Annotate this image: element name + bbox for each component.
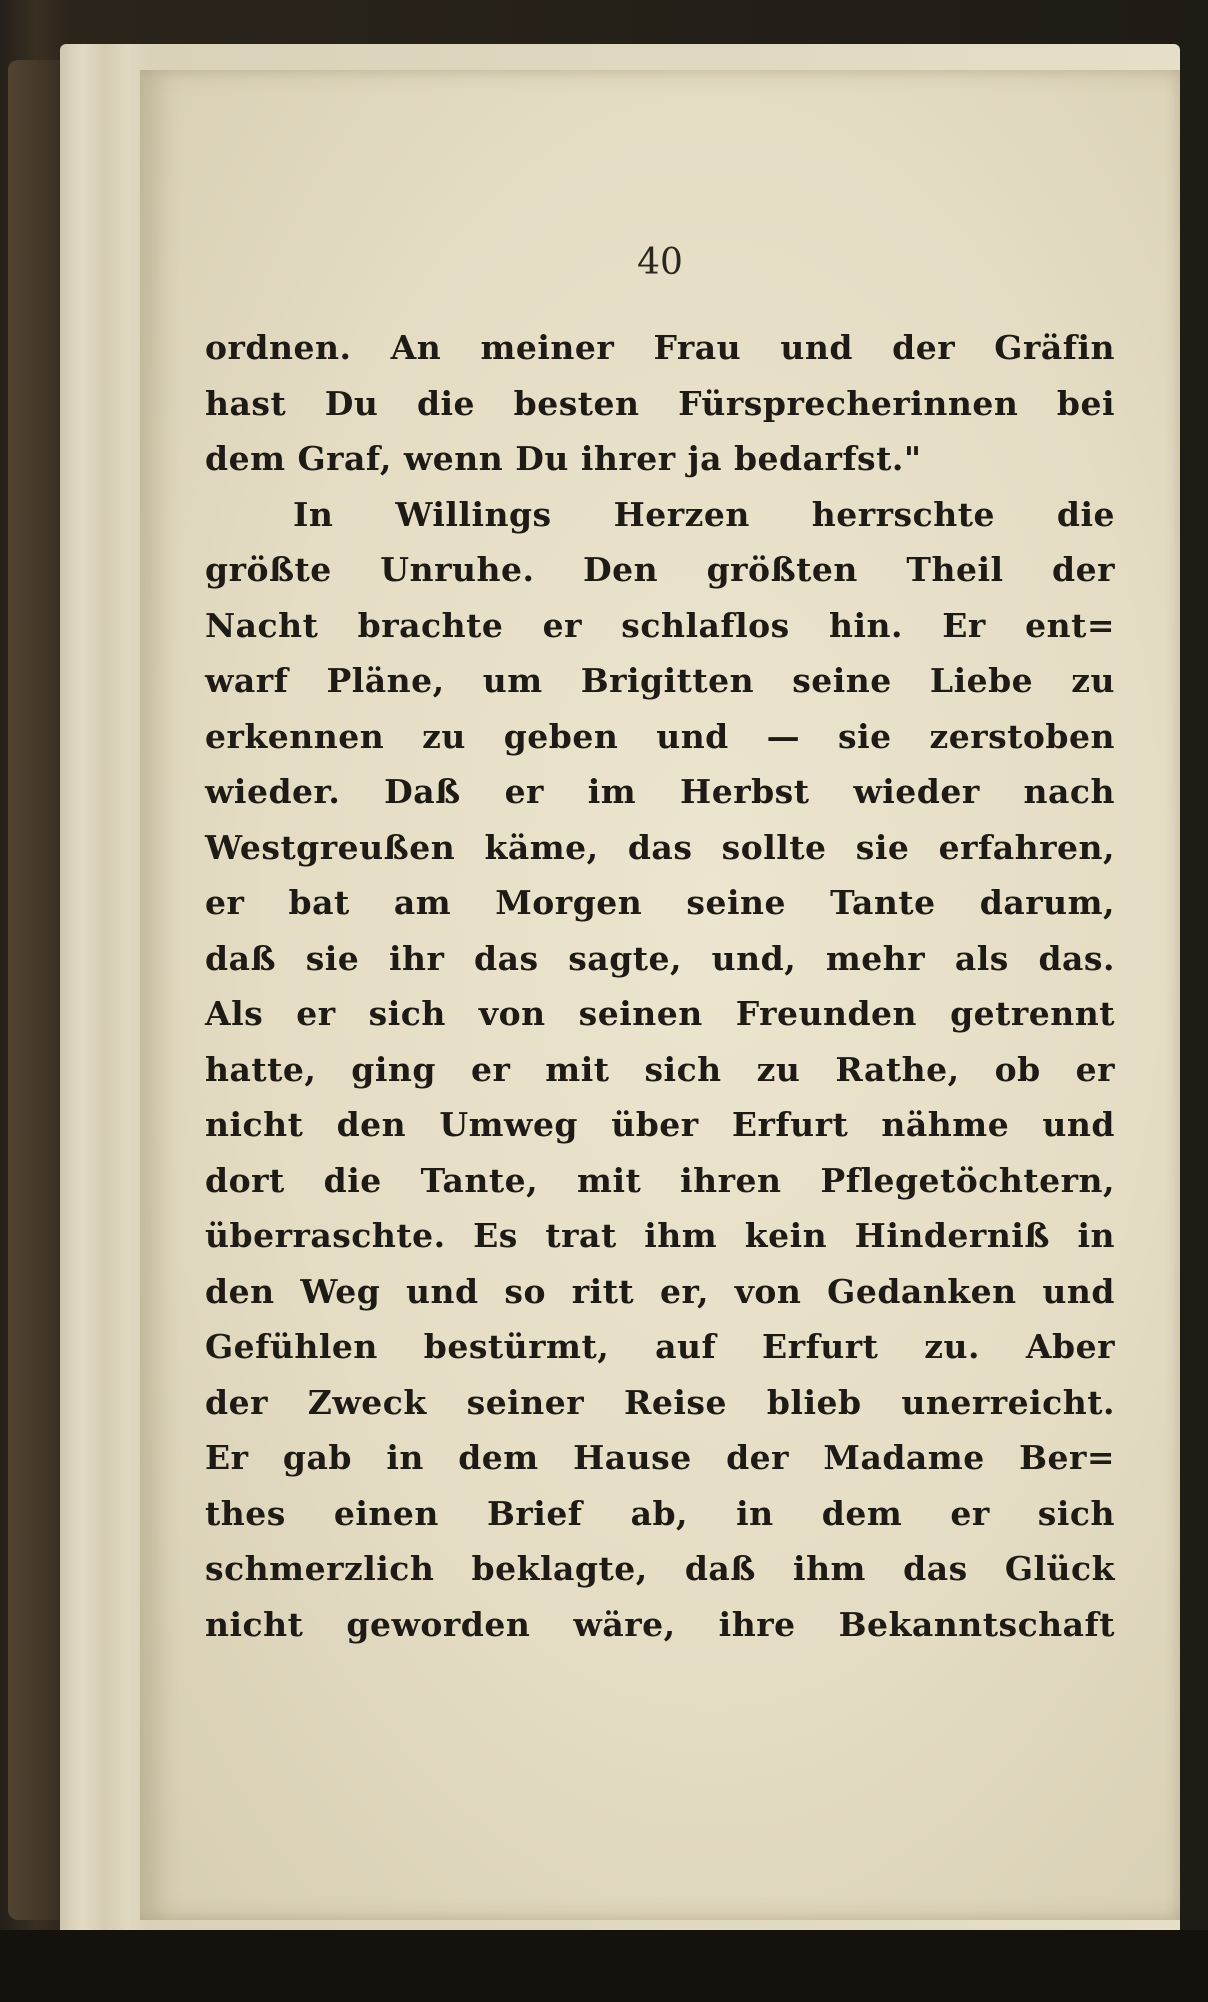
text-line: erkennen zu geben und — sie zerstoben [205, 716, 1115, 756]
text-line: ordnen. An meiner Frau und der Gräfin [205, 328, 1115, 367]
page-number: 40 [637, 242, 683, 283]
text-line: dem Graf, wenn Du ihrer ja bedarfst." [205, 439, 922, 478]
text-line: er bat am Morgen seine Tante darum, [205, 883, 1115, 922]
text-line: überraschte. Es trat ihm kein Hinderniß in [205, 1216, 1115, 1255]
text-line: größte Unruhe. Den größten Theil der [205, 550, 1115, 589]
text-line: hatte, ging er mit sich zu Rathe, ob er [205, 1049, 1115, 1089]
text-line: Er gab in dem Hause der Madame Ber= [205, 1438, 1115, 1477]
text-line: thes einen Brief ab, in dem er sich [205, 1493, 1115, 1533]
text-line: schmerzlich beklagte, daß ihm das Glück [205, 1549, 1115, 1588]
text-line: der Zweck seiner Reise blieb unerreicht. [205, 1382, 1115, 1422]
text-line: Als er sich von seinen Freunden getrennt [205, 994, 1115, 1033]
text-line: Gefühlen bestürmt, auf Erfurt zu. Aber [205, 1327, 1115, 1366]
text-line: nicht den Umweg über Erfurt nähme und [205, 1105, 1115, 1144]
text-line: daß sie ihr das sagte, und, mehr als das. [205, 938, 1115, 978]
text-line: dort die Tante, mit ihren Pflegetöchtern, [205, 1160, 1115, 1200]
text-line: nicht geworden wäre, ihre Bekanntschaft [205, 1604, 1115, 1644]
text-line: wieder. Daß er im Herbst wieder nach [205, 772, 1115, 811]
text-line: warf Pläne, um Brigitten seine Liebe zu [205, 661, 1115, 700]
text-line: Westgreußen käme, das sollte sie erfahren, [205, 827, 1115, 867]
text-line: hast Du die besten Fürsprecherinnen bei [205, 383, 1115, 423]
text-line: den Weg und so ritt er, von Gedanken und [205, 1271, 1115, 1311]
page-text [205, 320, 1115, 1660]
text-line: Nacht brachte er schlaflos hin. Er ent= [205, 605, 1115, 645]
background-edge [0, 1930, 1208, 2002]
text-line: In Willings Herzen herrschte die [293, 494, 1115, 534]
